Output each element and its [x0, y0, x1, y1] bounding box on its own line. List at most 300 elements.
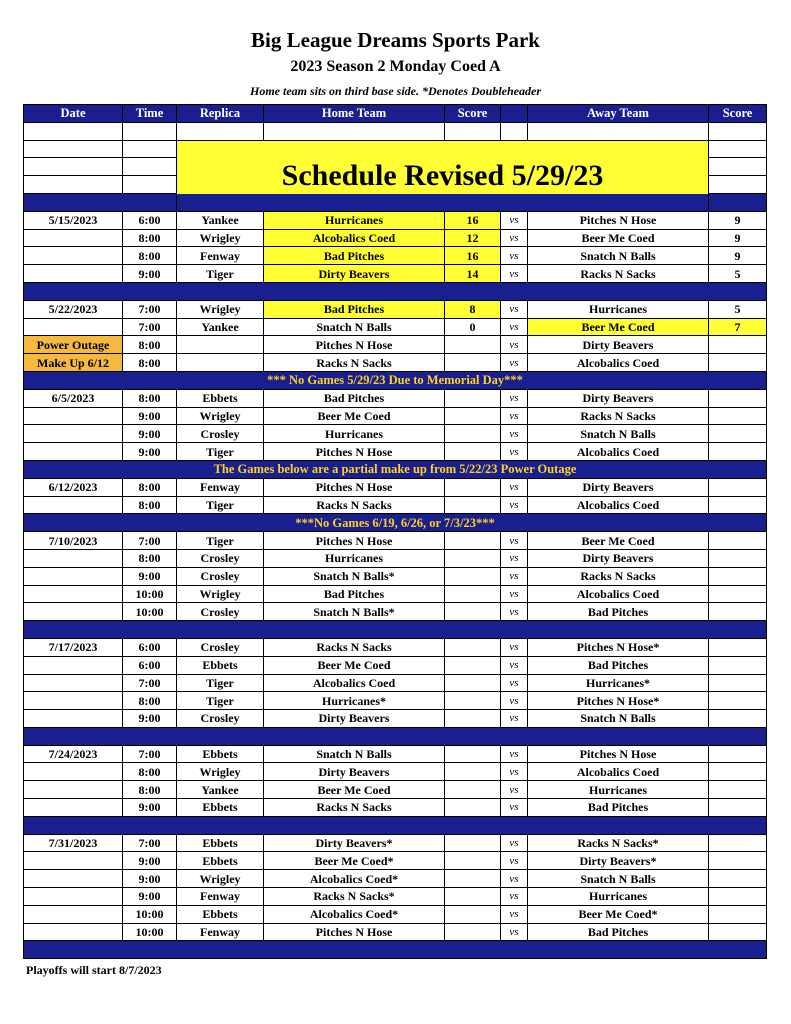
date-cell	[24, 923, 123, 941]
home-team-cell: Beer Me Coed	[264, 656, 445, 674]
away-score-cell: 9	[709, 247, 767, 265]
home-team-cell: Dirty Beavers	[264, 710, 445, 728]
home-team-cell: Hurricanes	[264, 425, 445, 443]
away-team-cell: Dirty Beavers	[528, 336, 709, 354]
page-subtitle: 2023 Season 2 Monday Coed A	[290, 58, 501, 75]
replica-cell: Tiger	[177, 674, 264, 692]
vs-cell: vs	[501, 781, 528, 799]
away-team-cell: Bad Pitches	[528, 656, 709, 674]
date-cell	[24, 549, 123, 567]
home-team-cell: Alcobalics Coed	[264, 229, 445, 247]
time-cell: 6:00	[123, 211, 177, 229]
replica-cell: Wrigley	[177, 585, 264, 603]
vs-cell: vs	[501, 852, 528, 870]
date-cell	[24, 567, 123, 585]
home-team-cell: Pitches N Hose	[264, 336, 445, 354]
game-row	[24, 354, 767, 372]
col-date-header: Date	[24, 105, 123, 123]
date-cell	[24, 656, 123, 674]
replica-cell	[177, 354, 264, 372]
replica-cell: Wrigley	[177, 300, 264, 318]
game-row	[24, 834, 767, 852]
game-row	[24, 229, 767, 247]
replica-cell: Ebbets	[177, 834, 264, 852]
away-score-cell: 9	[709, 229, 767, 247]
game-row	[24, 425, 767, 443]
empty-cell	[709, 158, 767, 176]
date-cell	[24, 229, 123, 247]
game-row	[24, 763, 767, 781]
away-score-cell	[709, 763, 767, 781]
date-cell: Power Outage	[24, 336, 123, 354]
home-team-cell: Racks N Sacks	[264, 799, 445, 817]
away-score-cell	[709, 549, 767, 567]
empty-cell	[123, 176, 177, 194]
home-score-cell	[445, 834, 501, 852]
replica-cell: Yankee	[177, 781, 264, 799]
date-cell: 7/31/2023	[24, 834, 123, 852]
header-row	[24, 105, 767, 123]
date-cell	[24, 799, 123, 817]
date-cell: 5/15/2023	[24, 211, 123, 229]
game-row	[24, 781, 767, 799]
away-score-cell: 9	[709, 211, 767, 229]
replica-cell: Tiger	[177, 496, 264, 514]
replica-cell	[177, 336, 264, 354]
separator-cell	[24, 941, 767, 959]
vs-cell: vs	[501, 300, 528, 318]
game-row	[24, 443, 767, 461]
date-cell	[24, 425, 123, 443]
replica-cell: Crosley	[177, 567, 264, 585]
home-score-cell: 14	[445, 265, 501, 283]
replica-cell: Tiger	[177, 532, 264, 550]
game-row	[24, 532, 767, 550]
empty-cell	[24, 176, 123, 194]
time-cell: 7:00	[123, 318, 177, 336]
home-score-cell	[445, 478, 501, 496]
vs-cell: vs	[501, 674, 528, 692]
home-team-cell: Bad Pitches	[264, 389, 445, 407]
away-score-cell	[709, 852, 767, 870]
empty-row	[24, 122, 767, 140]
away-score-cell	[709, 389, 767, 407]
away-team-cell: Hurricanes	[528, 781, 709, 799]
empty-cell	[123, 122, 177, 140]
separator-band	[24, 621, 767, 639]
home-score-cell	[445, 710, 501, 728]
vs-cell: vs	[501, 496, 528, 514]
vs-cell: vs	[501, 532, 528, 550]
empty-cell	[24, 158, 123, 176]
replica-cell: Fenway	[177, 888, 264, 906]
date-cell: 6/12/2023	[24, 478, 123, 496]
empty-cell	[123, 158, 177, 176]
game-row	[24, 265, 767, 283]
empty-cell	[709, 140, 767, 158]
away-score-cell	[709, 585, 767, 603]
time-cell: 7:00	[123, 674, 177, 692]
vs-cell: vs	[501, 354, 528, 372]
date-cell	[24, 603, 123, 621]
away-team-cell: Pitches N Hose	[528, 211, 709, 229]
vs-cell: vs	[501, 763, 528, 781]
time-cell: 8:00	[123, 478, 177, 496]
home-score-cell	[445, 567, 501, 585]
replica-cell: Yankee	[177, 318, 264, 336]
replica-cell: Ebbets	[177, 799, 264, 817]
separator-cell	[24, 282, 767, 300]
col-home-score-header: Score	[445, 105, 501, 123]
away-team-cell: Bad Pitches	[528, 799, 709, 817]
game-row	[24, 603, 767, 621]
away-team-cell: Beer Me Coed*	[528, 905, 709, 923]
game-row	[24, 888, 767, 906]
home-team-cell: Alcobalics Coed*	[264, 905, 445, 923]
away-team-cell: Hurricanes	[528, 300, 709, 318]
away-score-cell	[709, 407, 767, 425]
game-row	[24, 674, 767, 692]
game-row	[24, 389, 767, 407]
replica-cell: Ebbets	[177, 389, 264, 407]
home-score-cell	[445, 425, 501, 443]
home-score-cell	[445, 389, 501, 407]
game-row	[24, 496, 767, 514]
replica-cell: Tiger	[177, 443, 264, 461]
game-row	[24, 211, 767, 229]
away-team-cell: Bad Pitches	[528, 603, 709, 621]
replica-cell: Wrigley	[177, 407, 264, 425]
date-cell: 5/22/2023	[24, 300, 123, 318]
away-team-cell: Dirty Beavers*	[528, 852, 709, 870]
home-score-cell	[445, 799, 501, 817]
home-score-cell	[445, 745, 501, 763]
away-team-cell: Racks N Sacks*	[528, 834, 709, 852]
separator-cell	[24, 727, 767, 745]
away-score-cell	[709, 567, 767, 585]
away-team-cell: Snatch N Balls	[528, 247, 709, 265]
empty-cell	[177, 122, 264, 140]
replica-cell: Fenway	[177, 923, 264, 941]
revision-banner: Schedule Revised 5/29/23	[177, 140, 709, 211]
away-team-cell: Dirty Beavers	[528, 478, 709, 496]
home-score-cell	[445, 763, 501, 781]
time-cell: 10:00	[123, 905, 177, 923]
away-score-cell	[709, 888, 767, 906]
col-replica-header: Replica	[177, 105, 264, 123]
home-score-cell	[445, 532, 501, 550]
banner-row	[24, 140, 767, 158]
separator-cell	[24, 621, 767, 639]
home-team-cell: Pitches N Hose	[264, 532, 445, 550]
away-team-cell: Beer Me Coed	[528, 229, 709, 247]
away-score-cell	[709, 710, 767, 728]
time-cell: 8:00	[123, 229, 177, 247]
date-cell	[24, 852, 123, 870]
replica-cell: Crosley	[177, 549, 264, 567]
date-cell: Make Up 6/12	[24, 354, 123, 372]
notice-text: *** No Games 5/29/23 Due to Memorial Day***	[24, 371, 767, 389]
game-row	[24, 300, 767, 318]
header-note: Home team sits on third base side. *Denotes Doubleheader	[250, 84, 541, 98]
home-score-cell: 0	[445, 318, 501, 336]
separator-band	[24, 282, 767, 300]
game-row	[24, 870, 767, 888]
time-cell: 8:00	[123, 354, 177, 372]
home-team-cell: Bad Pitches	[264, 247, 445, 265]
home-score-cell	[445, 905, 501, 923]
date-cell: 6/5/2023	[24, 389, 123, 407]
vs-cell: vs	[501, 638, 528, 656]
date-cell	[24, 265, 123, 283]
away-score-cell: 5	[709, 300, 767, 318]
time-cell: 10:00	[123, 603, 177, 621]
time-cell: 8:00	[123, 389, 177, 407]
home-team-cell: Bad Pitches	[264, 585, 445, 603]
vs-cell: vs	[501, 888, 528, 906]
date-cell: 7/24/2023	[24, 745, 123, 763]
time-cell: 8:00	[123, 763, 177, 781]
time-cell: 8:00	[123, 692, 177, 710]
game-row	[24, 318, 767, 336]
empty-cell	[501, 122, 528, 140]
date-cell	[24, 763, 123, 781]
home-team-cell: Snatch N Balls	[264, 318, 445, 336]
home-team-cell: Hurricanes	[264, 549, 445, 567]
home-team-cell: Hurricanes	[264, 211, 445, 229]
date-cell	[24, 585, 123, 603]
time-cell: 9:00	[123, 888, 177, 906]
date-cell: 7/17/2023	[24, 638, 123, 656]
time-cell: 9:00	[123, 443, 177, 461]
date-cell	[24, 888, 123, 906]
home-score-cell	[445, 585, 501, 603]
home-team-cell: Snatch N Balls	[264, 745, 445, 763]
vs-cell: vs	[501, 603, 528, 621]
home-score-cell	[445, 692, 501, 710]
time-cell: 6:00	[123, 638, 177, 656]
away-team-cell: Snatch N Balls	[528, 870, 709, 888]
col-vs-header	[501, 105, 528, 123]
vs-cell: vs	[501, 923, 528, 941]
replica-cell: Ebbets	[177, 745, 264, 763]
home-team-cell: Racks N Sacks*	[264, 888, 445, 906]
home-team-cell: Hurricanes*	[264, 692, 445, 710]
vs-cell: vs	[501, 567, 528, 585]
col-home-team-header: Home Team	[264, 105, 445, 123]
schedule-body	[24, 122, 767, 958]
empty-cell	[709, 122, 767, 140]
separator-band	[24, 727, 767, 745]
home-score-cell: 16	[445, 247, 501, 265]
vs-cell: vs	[501, 389, 528, 407]
game-row	[24, 336, 767, 354]
away-team-cell: Hurricanes	[528, 888, 709, 906]
home-score-cell: 12	[445, 229, 501, 247]
away-score-cell	[709, 834, 767, 852]
vs-cell: vs	[501, 905, 528, 923]
separator-cell	[24, 816, 767, 834]
home-score-cell	[445, 674, 501, 692]
game-row	[24, 905, 767, 923]
away-team-cell: Pitches N Hose	[528, 745, 709, 763]
notice-text: ***No Games 6/19, 6/26, or 7/3/23***	[24, 514, 767, 532]
home-team-cell: Dirty Beavers	[264, 265, 445, 283]
date-cell	[24, 247, 123, 265]
time-cell: 8:00	[123, 781, 177, 799]
date-cell	[24, 905, 123, 923]
date-cell	[24, 443, 123, 461]
game-row	[24, 656, 767, 674]
away-team-cell: Bad Pitches	[528, 923, 709, 941]
date-cell	[24, 674, 123, 692]
home-team-cell: Alcobalics Coed	[264, 674, 445, 692]
away-team-cell: Beer Me Coed	[528, 532, 709, 550]
away-score-cell	[709, 692, 767, 710]
vs-cell: vs	[501, 834, 528, 852]
time-cell: 9:00	[123, 799, 177, 817]
home-score-cell	[445, 870, 501, 888]
vs-cell: vs	[501, 870, 528, 888]
home-team-cell: Pitches N Hose	[264, 443, 445, 461]
home-score-cell	[445, 852, 501, 870]
away-team-cell: Alcobalics Coed	[528, 763, 709, 781]
game-row	[24, 567, 767, 585]
away-team-cell: Alcobalics Coed	[528, 354, 709, 372]
game-row	[24, 710, 767, 728]
time-cell: 6:00	[123, 656, 177, 674]
away-team-cell: Racks N Sacks	[528, 407, 709, 425]
game-row	[24, 923, 767, 941]
replica-cell: Ebbets	[177, 852, 264, 870]
replica-cell: Wrigley	[177, 229, 264, 247]
date-cell: 7/10/2023	[24, 532, 123, 550]
empty-cell	[709, 176, 767, 194]
away-score-cell	[709, 336, 767, 354]
date-cell	[24, 692, 123, 710]
replica-cell: Fenway	[177, 247, 264, 265]
separator-band	[24, 193, 767, 211]
away-team-cell: Pitches N Hose*	[528, 692, 709, 710]
game-row	[24, 799, 767, 817]
away-team-cell: Alcobalics Coed	[528, 496, 709, 514]
date-cell	[24, 870, 123, 888]
game-row	[24, 247, 767, 265]
away-score-cell	[709, 923, 767, 941]
time-cell: 9:00	[123, 870, 177, 888]
away-score-cell	[709, 443, 767, 461]
home-score-cell	[445, 407, 501, 425]
time-cell: 10:00	[123, 585, 177, 603]
time-cell: 8:00	[123, 336, 177, 354]
vs-cell: vs	[501, 549, 528, 567]
empty-cell	[528, 122, 709, 140]
vs-cell: vs	[501, 265, 528, 283]
empty-cell	[445, 122, 501, 140]
replica-cell: Crosley	[177, 603, 264, 621]
away-score-cell	[709, 781, 767, 799]
time-cell: 7:00	[123, 300, 177, 318]
game-row	[24, 638, 767, 656]
vs-cell: vs	[501, 710, 528, 728]
away-score-cell	[709, 603, 767, 621]
home-score-cell	[445, 443, 501, 461]
date-cell	[24, 781, 123, 799]
away-team-cell: Racks N Sacks	[528, 265, 709, 283]
game-row	[24, 692, 767, 710]
notice-row	[24, 460, 767, 478]
time-cell: 9:00	[123, 710, 177, 728]
away-team-cell: Alcobalics Coed	[528, 443, 709, 461]
game-row	[24, 585, 767, 603]
vs-cell: vs	[501, 585, 528, 603]
away-team-cell: Snatch N Balls	[528, 425, 709, 443]
vs-cell: vs	[501, 229, 528, 247]
home-team-cell: Pitches N Hose	[264, 923, 445, 941]
away-score-cell	[709, 674, 767, 692]
replica-cell: Ebbets	[177, 905, 264, 923]
vs-cell: vs	[501, 247, 528, 265]
vs-cell: vs	[501, 745, 528, 763]
replica-cell: Wrigley	[177, 870, 264, 888]
game-row	[24, 478, 767, 496]
away-score-cell: 5	[709, 265, 767, 283]
home-team-cell: Beer Me Coed	[264, 781, 445, 799]
away-team-cell: Alcobalics Coed	[528, 585, 709, 603]
home-score-cell	[445, 603, 501, 621]
home-team-cell: Racks N Sacks	[264, 354, 445, 372]
home-score-cell	[445, 923, 501, 941]
away-score-cell: 7	[709, 318, 767, 336]
time-cell: 9:00	[123, 265, 177, 283]
home-score-cell	[445, 638, 501, 656]
home-team-cell: Dirty Beavers	[264, 763, 445, 781]
home-score-cell	[445, 656, 501, 674]
away-score-cell	[709, 656, 767, 674]
home-score-cell	[445, 496, 501, 514]
replica-cell: Crosley	[177, 710, 264, 728]
col-away-score-header: Score	[709, 105, 767, 123]
home-score-cell	[445, 354, 501, 372]
replica-cell: Crosley	[177, 638, 264, 656]
vs-cell: vs	[501, 318, 528, 336]
home-team-cell: Pitches N Hose	[264, 478, 445, 496]
vs-cell: vs	[501, 478, 528, 496]
vs-cell: vs	[501, 799, 528, 817]
date-cell	[24, 318, 123, 336]
replica-cell: Wrigley	[177, 763, 264, 781]
time-cell: 9:00	[123, 425, 177, 443]
away-score-cell	[709, 745, 767, 763]
away-score-cell	[709, 425, 767, 443]
away-score-cell	[709, 354, 767, 372]
game-row	[24, 852, 767, 870]
game-row	[24, 549, 767, 567]
home-team-cell: Alcobalics Coed*	[264, 870, 445, 888]
time-cell: 8:00	[123, 496, 177, 514]
away-score-cell	[709, 478, 767, 496]
empty-cell	[264, 122, 445, 140]
away-team-cell: Beer Me Coed	[528, 318, 709, 336]
notice-row	[24, 514, 767, 532]
separator-cell	[24, 193, 767, 211]
replica-cell: Tiger	[177, 265, 264, 283]
separator-band	[24, 816, 767, 834]
home-score-cell: 8	[445, 300, 501, 318]
vs-cell: vs	[501, 211, 528, 229]
home-team-cell: Beer Me Coed	[264, 407, 445, 425]
vs-cell: vs	[501, 407, 528, 425]
